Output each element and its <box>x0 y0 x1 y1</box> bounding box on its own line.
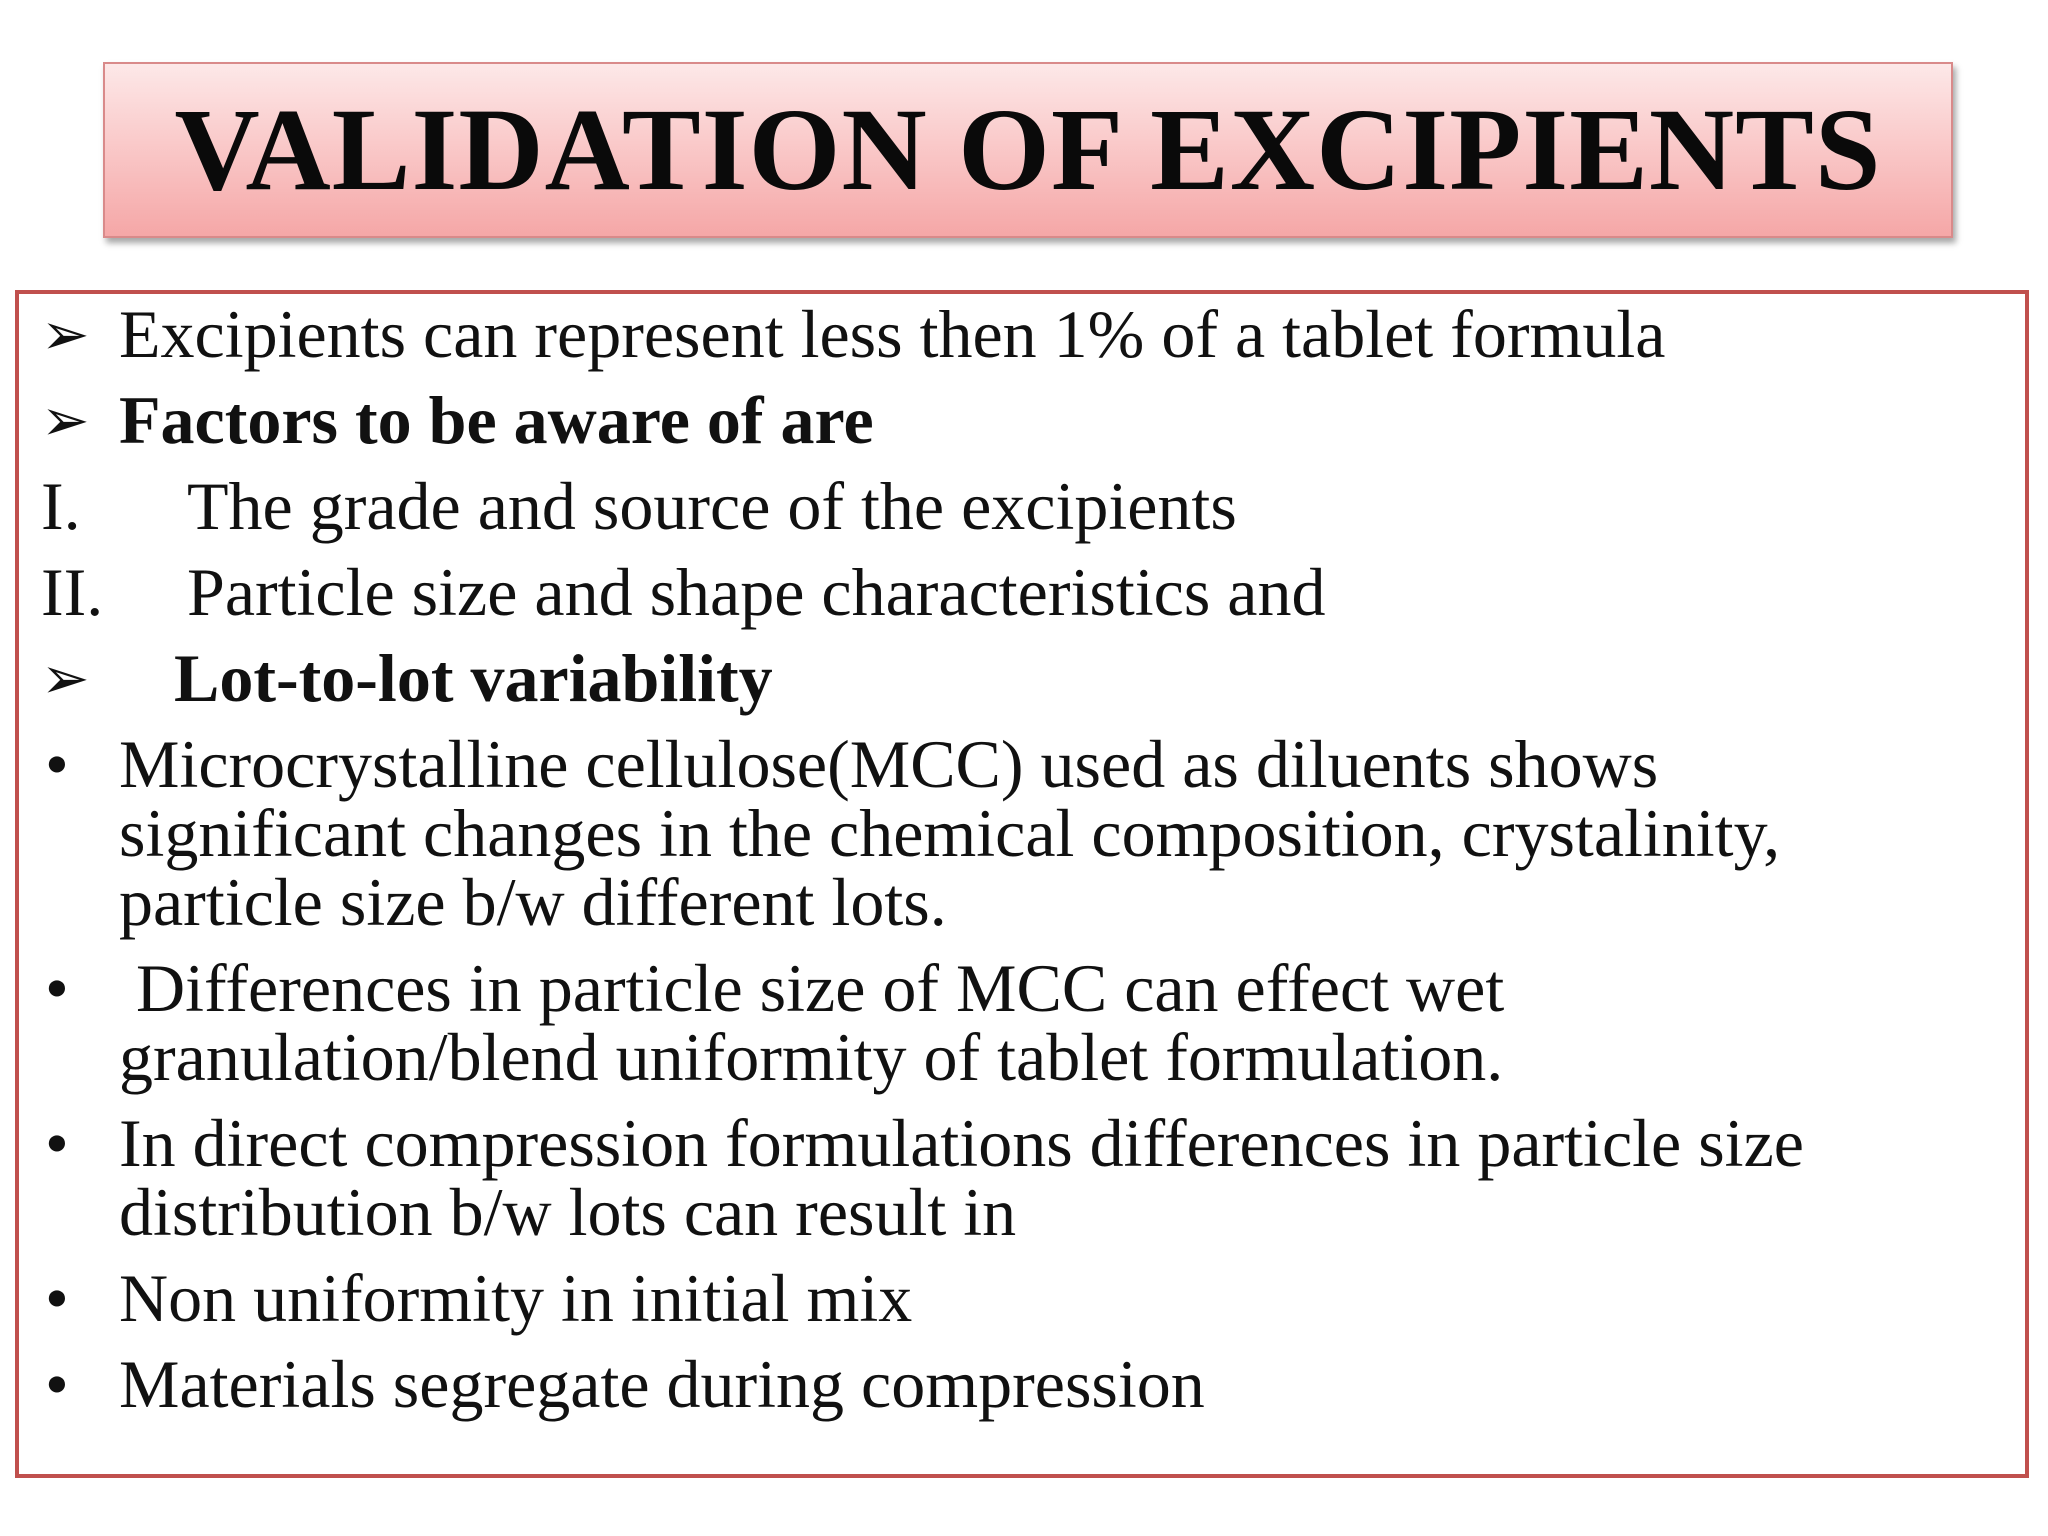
list-item-text: Non uniformity in initial mix <box>119 1260 913 1336</box>
bullet-icon: • <box>45 1260 69 1336</box>
list-item-text: In direct compression formulations differences in particle size <box>119 1105 1804 1181</box>
roman-numeral-marker: II. <box>41 554 104 630</box>
list-item-text: Excipients can represent less then 1% of a tablet formula <box>119 296 1666 372</box>
bullet-icon: • <box>45 1105 69 1181</box>
list-item-text: Particle size and shape characteristics and <box>187 554 1326 630</box>
slide-content-box <box>15 290 2029 1478</box>
list-item-text: Factors to be aware of are <box>119 382 874 458</box>
list-item-text: granulation/blend uniformity of tablet formulation. <box>119 1019 1504 1095</box>
list-item-text: Differences in particle size of MCC can effect wet <box>119 950 1505 1026</box>
list-item-text: The grade and source of the excipients <box>187 468 1237 544</box>
list-item-text: distribution b/w lots can result in <box>119 1174 1017 1250</box>
list-item-text: significant changes in the chemical composition, crystalinity, <box>119 795 1781 871</box>
list-item-text: Microcrystalline cellulose(MCC) used as diluents shows <box>119 726 1659 802</box>
slide-title: VALIDATION OF EXCIPIENTS <box>174 84 1882 215</box>
bullet-icon: • <box>45 726 69 802</box>
arrow-bullet-icon: ➢ <box>41 386 90 454</box>
bullet-icon: • <box>45 1346 69 1422</box>
slide-title-banner <box>103 62 1953 238</box>
arrow-bullet-icon: ➢ <box>41 300 90 368</box>
list-item-text: Materials segregate during compression <box>119 1346 1205 1422</box>
roman-numeral-marker: I. <box>41 468 81 544</box>
arrow-bullet-icon: ➢ <box>41 644 90 712</box>
list-item-text: Lot-to-lot variability <box>174 640 773 716</box>
bullet-icon: • <box>45 950 69 1026</box>
list-item-text: particle size b/w different lots. <box>119 864 947 940</box>
